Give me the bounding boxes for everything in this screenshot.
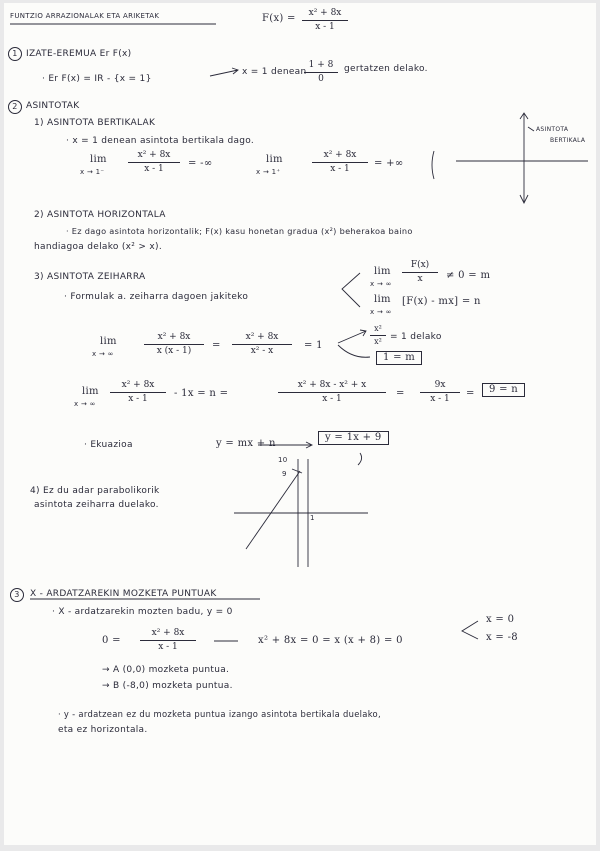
section-1-marker: 1 (8, 47, 22, 61)
handwritten-drawings (4, 3, 596, 845)
parabolic-line: asintota zeiharra duelako. (34, 500, 159, 510)
point-b: → B (-8,0) mozketa puntua. (102, 681, 233, 691)
equation-check (358, 453, 362, 465)
c1-denominator-2: x² - x (250, 346, 274, 356)
f1-sub: x → ∞ (370, 280, 392, 288)
domain-arrow (210, 68, 238, 76)
c2-sub: x → ∞ (74, 400, 96, 408)
vertical-line: · x = 1 denean asintota bertikala dago. (66, 136, 255, 146)
note-text: = 1 delako (390, 332, 442, 342)
note-numerator: x² (370, 325, 386, 336)
section-3-heading: X - ARDATZAREKIN MOZKETA PUNTUAK (30, 589, 217, 599)
m-box-arrow (338, 345, 370, 357)
equation-result-box: y = 1x + 9 (318, 431, 389, 445)
oblique-formulas-brace (342, 273, 360, 307)
vlim2-sub: x → 1⁺ (256, 168, 281, 176)
domain-line: · Er F(x) = IR - {x = 1} (42, 74, 152, 84)
graph-label-2: BERTIKALA (550, 137, 586, 144)
f1-numerator: F(x) (402, 261, 438, 273)
oblique-heading: 3) ASINTOTA ZEIHARRA (34, 272, 146, 282)
c2-denominator-3: x - 1 (430, 394, 450, 404)
f1-rest: ≠ 0 = m (446, 270, 491, 281)
vlim1-numerator: x² + 8x (128, 151, 180, 163)
graph-tick-10: 10 (278, 456, 288, 464)
section-1-heading: IZATE-EREMUA Er F(x) (26, 49, 132, 59)
limits-brace (432, 151, 434, 179)
n-result-box: 9 = n (482, 383, 525, 397)
c1-eq: = (212, 340, 221, 351)
parabolic-heading: 4) Ez du adar parabolikorik (30, 486, 160, 496)
c1-numerator: x² + 8x (144, 333, 204, 345)
c1-lim: lim (100, 336, 117, 347)
page-title: FUNTZIO ARRAZIONALAK ETA ARIKETAK (10, 12, 160, 20)
note-denominator: x² (374, 337, 382, 346)
c2-mid: - 1x = n = (174, 388, 229, 399)
f2-sub: x → ∞ (370, 308, 392, 316)
fx-label: F(x) = (262, 13, 296, 24)
domain-numerator: 1 + 8 (304, 61, 338, 73)
graph-tick-1: 1 (310, 514, 315, 522)
equation-label: · Ekuazioa (84, 440, 133, 450)
c2-eq: = (396, 388, 405, 399)
section-3-marker: 3 (10, 588, 24, 602)
oblique-asymptote-graph (234, 456, 368, 567)
x-eq-denominator: x - 1 (158, 642, 178, 652)
notebook-page (4, 3, 596, 845)
c1-sub: x → ∞ (92, 350, 114, 358)
c1-numerator-2: x² + 8x (232, 333, 292, 345)
c2-numerator: x² + 8x (110, 381, 166, 393)
x-eq-numerator: x² + 8x (140, 629, 196, 641)
graph-tick-9: 9 (282, 470, 287, 478)
f2-lim: lim (374, 294, 391, 305)
vlim2-numerator: x² + 8x (312, 151, 368, 163)
vertical-heading: 1) ASINTOTA BERTIKALAK (34, 118, 156, 128)
fx-numerator: x² + 8x (302, 9, 348, 21)
c1-denominator: x (x - 1) (156, 346, 192, 356)
f1-lim: lim (374, 266, 391, 277)
domain-note: x = 1 denean (242, 67, 307, 77)
vlim1-lim: lim (90, 154, 107, 165)
c2-numerator-2: x² + 8x - x² + x (278, 381, 386, 393)
point-a: → A (0,0) mozketa puntua. (102, 665, 230, 675)
x-eq-middle: x² + 8x = 0 = x (x + 8) = 0 (258, 635, 403, 646)
vlim1-denominator: x - 1 (144, 164, 164, 174)
horizontal-heading: 2) ASINTOTA HORIZONTALA (34, 210, 166, 220)
equation-general: y = mx + n (216, 438, 276, 449)
c2-denominator-2: x - 1 (322, 394, 342, 404)
domain-denominator: 0 (318, 74, 324, 84)
x-eq-left: 0 = (102, 635, 121, 646)
horizontal-line-2: handiagoa delako (x² > x). (34, 242, 162, 252)
x-solution-2: x = -8 (486, 632, 518, 643)
vlim1-value: = -∞ (188, 158, 213, 169)
c2-numerator-3: 9x (420, 381, 460, 393)
horizontal-line-1: · Ez dago asintota horizontalik; F(x) kasu honetan gradua (x²) beherakoa baino (66, 226, 413, 236)
x-solution-1: x = 0 (486, 614, 515, 625)
y-axis-line-1: · y - ardatzean ez du mozketa puntua izango asintota bertikala duelako, (58, 709, 381, 719)
c2-denominator: x - 1 (128, 394, 148, 404)
section-2-marker: 2 (8, 100, 22, 114)
vlim2-denominator: x - 1 (330, 164, 350, 174)
y-axis-line-2: eta ez horizontala. (58, 725, 148, 735)
c2-eq-2: = (466, 388, 475, 399)
c1-value: = 1 (304, 340, 323, 351)
domain-tail: gertatzen delako. (344, 64, 428, 74)
equation-arrow (258, 442, 312, 448)
section-2-heading: ASINTOTAK (26, 101, 80, 111)
graph-label-1: ASINTOTA (536, 126, 569, 133)
x-axis-line: · X - ardatzarekin mozten badu, y = 0 (52, 607, 233, 617)
vlim2-lim: lim (266, 154, 283, 165)
m-note-arrow (338, 330, 366, 343)
fx-denominator: x - 1 (315, 22, 335, 32)
vlim2-value: = +∞ (374, 158, 404, 169)
x-solutions-brace (462, 621, 478, 639)
vertical-asymptote-graph (456, 113, 588, 203)
c2-lim: lim (82, 386, 99, 397)
f1-denominator: x (417, 274, 423, 284)
m-result-box: 1 = m (376, 351, 422, 365)
oblique-line: · Formulak a. zeiharra dagoen jakiteko (64, 292, 249, 302)
vlim1-sub: x → 1⁻ (80, 168, 105, 176)
f2-rest: [F(x) - mx] = n (402, 296, 481, 307)
